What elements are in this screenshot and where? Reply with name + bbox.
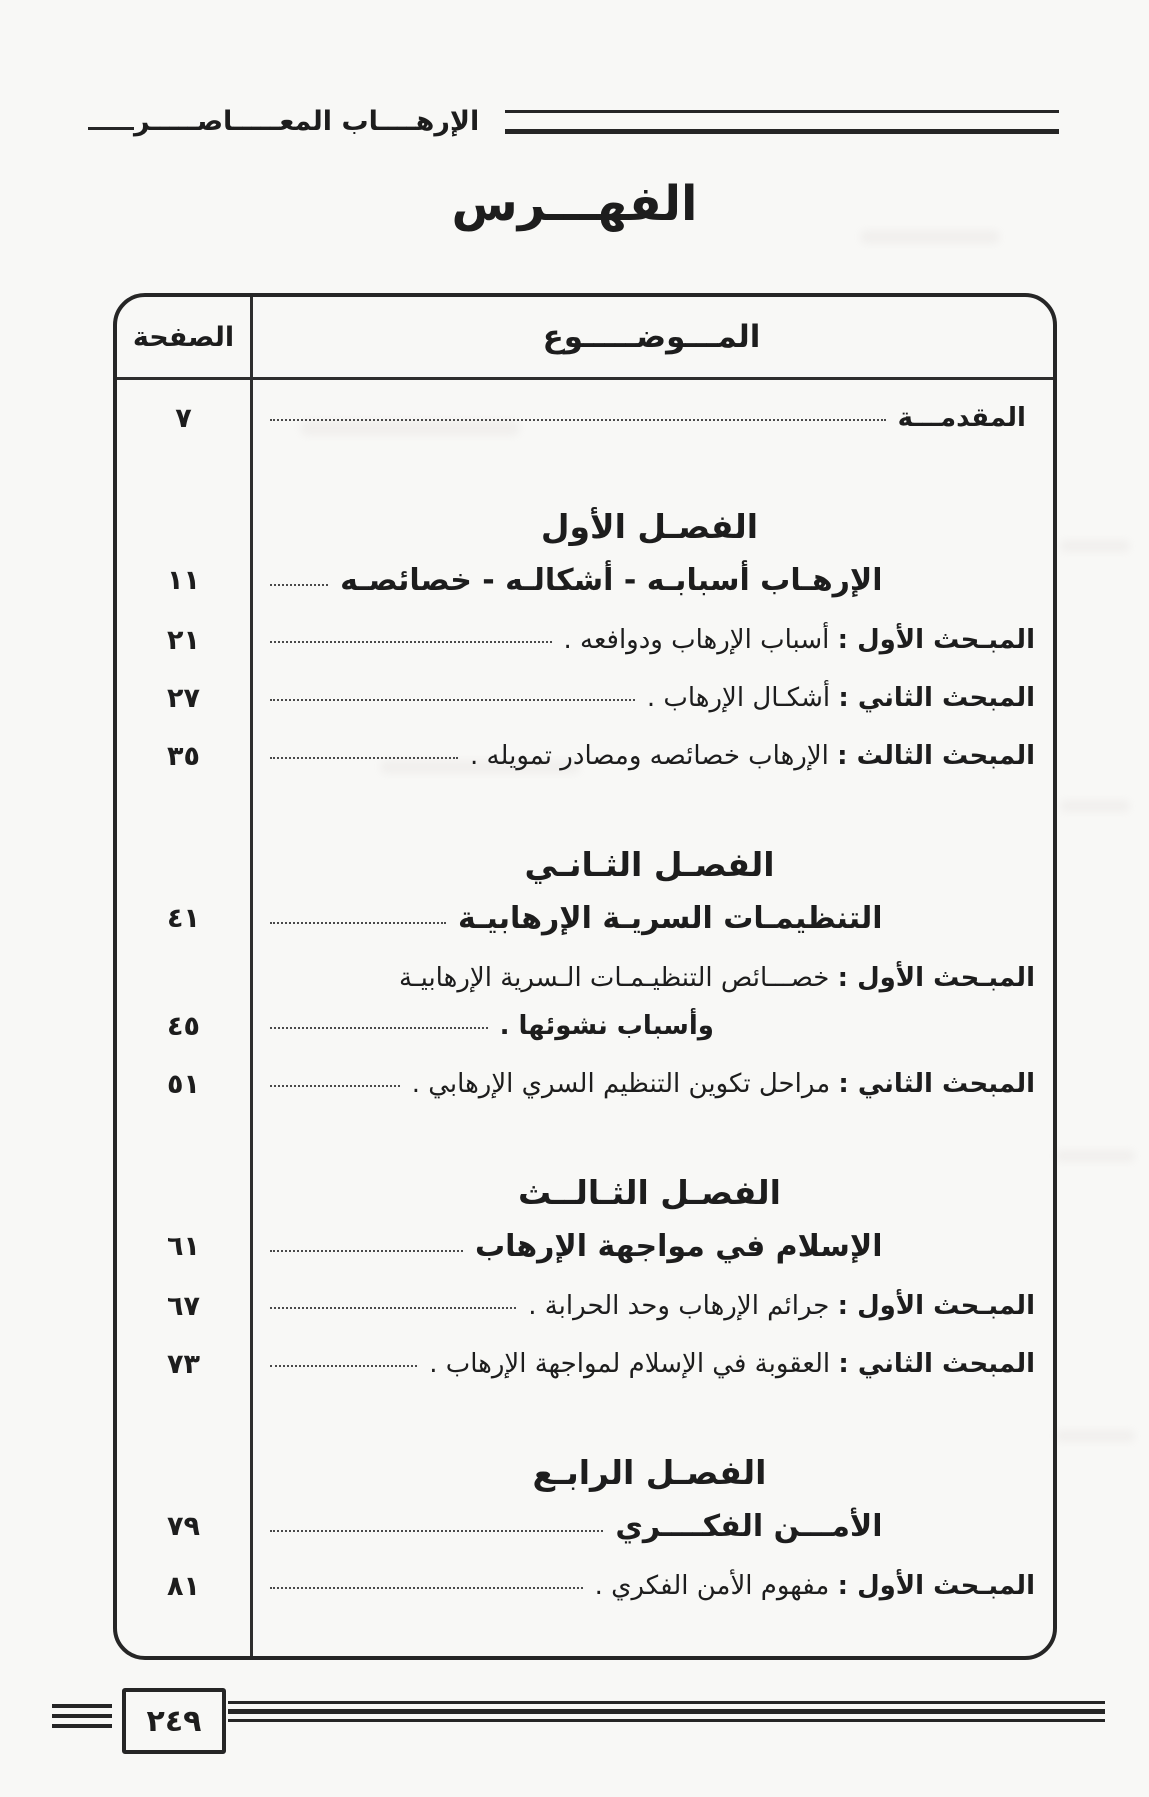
book-title-wrap (88, 107, 479, 137)
subject-column-header: المـــوضـــــوع (542, 319, 761, 355)
toc-subject (250, 1229, 1053, 1264)
toc-row (117, 1282, 1053, 1330)
chapter-heading: الفصـل الثـالــث (518, 1172, 781, 1212)
toc-row (117, 954, 1053, 1002)
scan-bleed-smudge (1060, 800, 1130, 812)
dot-leader (270, 1250, 463, 1252)
toc-row (117, 1060, 1053, 1108)
entry-label: المبـحث الأول : (837, 625, 1035, 655)
entry-text: التنظيمـات السريـة الإرهابيـة (458, 900, 893, 936)
toc-subject (250, 1571, 1053, 1601)
toc-subject (250, 683, 1053, 713)
dot-leader (270, 1027, 488, 1029)
toc-page-number: ٢١ (167, 624, 200, 656)
toc-subject (250, 963, 1053, 993)
entry-text: الإسلام في مواجهة الإرهاب (474, 1228, 893, 1264)
toc-page-number: ٧ (175, 402, 192, 434)
toc-subject (250, 845, 1053, 884)
entry-text: المقدمـــة (897, 403, 1035, 433)
toc-subject (250, 507, 1053, 546)
dot-leader (270, 1530, 603, 1532)
book-title: الإرهــــاب المعـــــاصـــــر (134, 106, 480, 138)
toc-row (117, 616, 1053, 664)
footer-left-rules (52, 1704, 112, 1734)
folio-number: ٢٤٩ (146, 1703, 202, 1739)
dot-leader (270, 1307, 516, 1309)
chapter-heading: الفصـل الرابـع (532, 1452, 767, 1492)
toc-subject (250, 741, 1053, 771)
chapter-heading: الفصـل الأول (540, 506, 759, 546)
toc-row (117, 554, 1053, 606)
running-head (88, 100, 1059, 144)
entry-label: المبحث الثاني : (838, 683, 1035, 713)
entry-text: الإرهاب خصائصه ومصادر تمويله . (470, 741, 838, 771)
toc-row (117, 1220, 1053, 1272)
dot-leader (270, 699, 635, 701)
scan-bleed-smudge (860, 230, 1000, 244)
scan-bleed-smudge (1055, 1430, 1135, 1442)
dot-leader (270, 1365, 417, 1367)
page-title: الفهـــرس (451, 176, 698, 232)
entry-text: العقوبة في الإسلام لمواجهة الإرهاب . (429, 1349, 839, 1379)
toc-body (117, 380, 1053, 1656)
entry-label: المبـحث الأول : (837, 1571, 1035, 1601)
toc-subject (250, 1291, 1053, 1321)
entry-text: مراحل تكوين التنظيم السري الإرهابي . (411, 1069, 839, 1099)
entry-text: خصـــائص التنظيـمـات الـسرية الإرهابيـة (399, 963, 838, 993)
page-column-header: الصفحة (132, 321, 235, 353)
entry-text: وأسباب نشوئها . (499, 1011, 723, 1041)
header-double-rule (505, 110, 1059, 134)
toc-subject (250, 901, 1053, 936)
footer-right-rules (228, 1701, 1105, 1722)
toc-page-number: ٦١ (167, 1230, 200, 1262)
toc-row (117, 1166, 1053, 1218)
toc-row (117, 1340, 1053, 1388)
toc-subject (250, 1069, 1053, 1099)
toc-row (117, 1500, 1053, 1552)
contents-table (113, 293, 1057, 1660)
toc-row (117, 674, 1053, 722)
entry-text: مفهوم الأمن الفكري . (594, 1571, 838, 1601)
entry-label: المبحث الثاني : (838, 1069, 1035, 1099)
toc-row (117, 500, 1053, 552)
page-footer (0, 1688, 1149, 1750)
table-header (117, 297, 1053, 380)
toc-subject (250, 563, 1053, 598)
dot-leader (270, 584, 328, 586)
toc-page-number: ٤٥ (167, 1010, 200, 1042)
scan-bleed-smudge (1055, 1150, 1135, 1162)
toc-page-number: ٥١ (167, 1068, 200, 1100)
entry-text: أسباب الإرهاب ودوافعه . (563, 625, 838, 655)
entry-text: أشكـال الإرهاب . (646, 683, 839, 713)
toc-page-number: ٢٧ (167, 682, 200, 714)
entry-label: المبـحث الأول : (837, 963, 1035, 993)
entry-label: المبحث الثالث : (837, 741, 1035, 771)
toc-page-number: ٦٧ (167, 1290, 200, 1322)
toc-page-number: ٧٣ (167, 1348, 200, 1380)
entry-text: الإرهـاب أسبابـه - أشكالـه - خصائصـه (340, 562, 893, 598)
toc-row (117, 394, 1053, 442)
toc-subject (250, 403, 1053, 433)
dot-leader (270, 641, 552, 643)
entry-label: المبحث الثاني : (838, 1349, 1035, 1379)
toc-page-number: ١١ (167, 564, 200, 596)
toc-subject (250, 1011, 1053, 1041)
toc-subject (250, 1349, 1053, 1379)
toc-page-number: ٨١ (167, 1570, 200, 1602)
folio-box (122, 1688, 226, 1754)
toc-row (117, 838, 1053, 890)
toc-subject (250, 1173, 1053, 1212)
entry-text: الأمـــن الفكــــري (615, 1508, 893, 1544)
toc-row (117, 1562, 1053, 1610)
toc-page-number: ٧٩ (167, 1510, 200, 1542)
toc-subject (250, 1453, 1053, 1492)
toc-subject (250, 1509, 1053, 1544)
toc-subject (250, 625, 1053, 655)
toc-row (117, 1002, 1053, 1050)
toc-row (117, 892, 1053, 944)
toc-page-number: ٤١ (167, 902, 200, 934)
dot-leader (270, 1587, 583, 1589)
scan-bleed-smudge (1060, 540, 1130, 552)
toc-row (117, 1446, 1053, 1498)
chapter-heading: الفصـل الثـانـي (524, 844, 775, 884)
dot-leader (270, 757, 458, 759)
dot-leader (270, 419, 886, 421)
title-tail-flourish (88, 127, 134, 130)
entry-label: المبـحث الأول : (837, 1291, 1035, 1321)
toc-row (117, 732, 1053, 780)
entry-text: جرائم الإرهاب وحد الحرابة . (528, 1291, 838, 1321)
toc-page-number: ٣٥ (167, 740, 200, 772)
dot-leader (270, 922, 446, 924)
dot-leader (270, 1085, 400, 1087)
